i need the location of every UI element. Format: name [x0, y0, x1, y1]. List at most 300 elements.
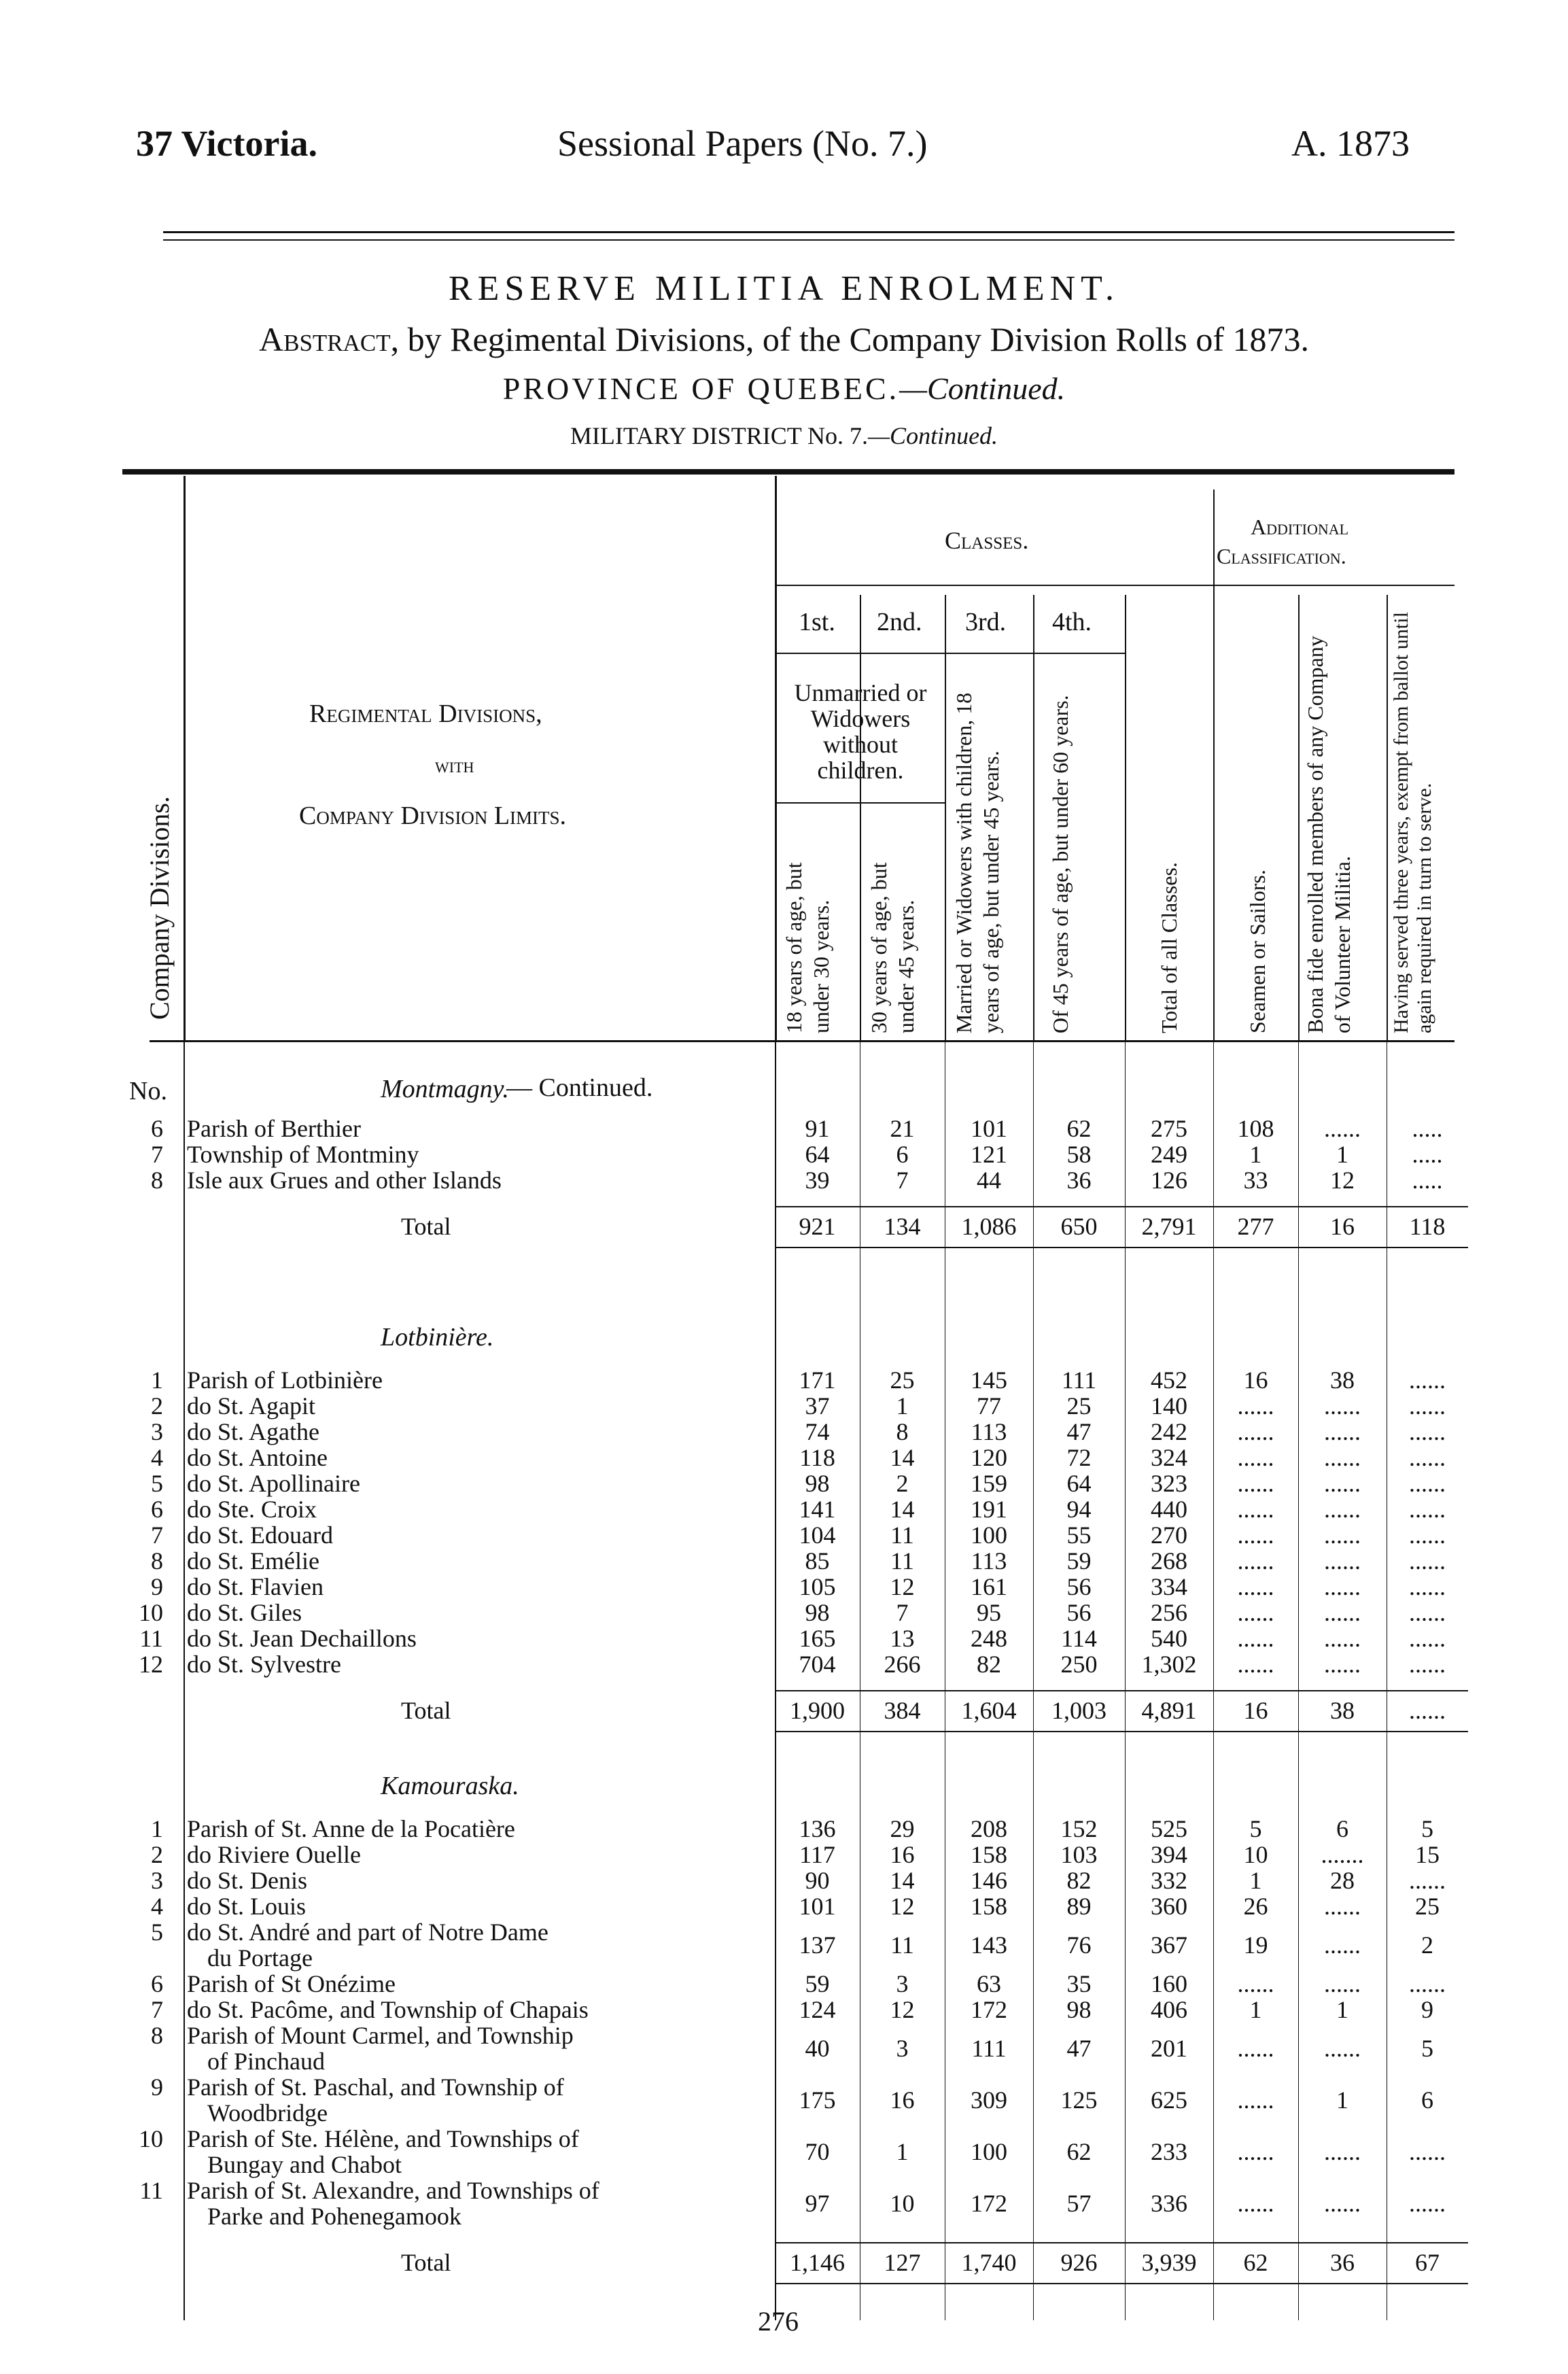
hdr-vline-8: [1298, 595, 1300, 1040]
cell-served: ......: [1409, 1418, 1446, 1445]
cell-c2: 21: [890, 1115, 915, 1142]
cell-c1: 37: [805, 1392, 830, 1420]
cell-c3: 82: [977, 1651, 1001, 1678]
row-number: 8: [151, 1547, 163, 1575]
cell-c1: 1,146: [790, 2249, 845, 2276]
cell-seamen: ......: [1237, 1392, 1274, 1420]
cell-total: 625: [1151, 2086, 1187, 2114]
total-rule: [775, 2242, 1468, 2243]
cell-c4: 64: [1066, 1470, 1092, 1497]
header-left: 37 Victoria.: [136, 123, 317, 164]
cell-bona: ......: [1324, 1496, 1361, 1523]
cell-c4: 103: [1060, 1841, 1098, 1868]
cell-served: ......: [1409, 1970, 1446, 1997]
cell-c4: 47: [1066, 1418, 1092, 1445]
cell-c1: 97: [805, 2190, 830, 2217]
cell-total: 324: [1151, 1444, 1187, 1471]
col-served: Having served three years, exempt from ballot until again required in turn to serve.: [1390, 612, 1435, 1033]
col-additional-2: Classification.: [1217, 544, 1346, 568]
col-regimental-1: Regimental Divisions,: [309, 700, 542, 728]
cell-seamen: 1: [1249, 1996, 1262, 2023]
cell-c1: 74: [805, 1418, 830, 1445]
cell-total: 406: [1151, 1996, 1187, 2023]
hdr-vline-3: [860, 595, 861, 1040]
cell-c1: 90: [805, 1867, 830, 1894]
hdr-hline-ordinals: [775, 653, 1125, 654]
cell-c3: 1,086: [961, 1213, 1017, 1240]
cell-c2: 7: [896, 1599, 909, 1626]
cell-bona: ......: [1324, 1392, 1361, 1420]
cell-c1: 70: [805, 2138, 830, 2165]
row-name: do St. Agathe: [187, 1418, 319, 1445]
row-name: Parish of Berthier: [187, 1115, 361, 1142]
cell-c4: 114: [1061, 1625, 1097, 1652]
col-2nd: 2nd.: [877, 608, 922, 636]
cell-c3: 63: [977, 1970, 1001, 1997]
cell-c3: 248: [971, 1625, 1007, 1652]
district-line: [0, 422, 1568, 450]
cell-c1: 91: [805, 1115, 830, 1142]
cell-seamen: 1: [1249, 1867, 1262, 1894]
cell-served: ......: [1409, 2190, 1446, 2217]
cell-served: ......: [1409, 1444, 1446, 1471]
cell-served: ......: [1409, 1867, 1446, 1894]
cell-c2: 134: [884, 1213, 921, 1240]
hdr-hline-unmarried: [775, 802, 945, 804]
district-text: MILITARY DISTRICT No. 7.: [570, 422, 869, 449]
cell-seamen: ......: [1237, 1521, 1274, 1549]
cell-served: 25: [1415, 1893, 1440, 1920]
row-name: do Ste. Croix: [187, 1496, 317, 1523]
row-number: 1: [151, 1815, 163, 1842]
cell-c1: 105: [799, 1573, 836, 1600]
cell-total: 1,302: [1141, 1651, 1197, 1678]
hdr-vline-4: [945, 595, 946, 1040]
cell-bona: ......: [1324, 1970, 1361, 1997]
cell-bona: ......: [1324, 1115, 1361, 1142]
row-number: 5: [151, 1919, 163, 1946]
cell-c2: 2: [896, 1470, 909, 1497]
row-number: 4: [151, 1893, 163, 1920]
cell-seamen: ......: [1237, 2190, 1274, 2217]
cell-c4: 152: [1060, 1815, 1098, 1842]
cell-served: 67: [1415, 2249, 1440, 2276]
abstract-line: [0, 320, 1568, 359]
main-title: [0, 269, 1568, 309]
cell-seamen: ......: [1237, 1470, 1274, 1497]
province-line: [0, 371, 1568, 407]
cell-total: 367: [1151, 1931, 1187, 1959]
cell-c2: 12: [890, 1996, 915, 2023]
cell-served: ......: [1409, 1599, 1446, 1626]
cell-c2: 11: [890, 1521, 914, 1549]
cell-c3: 191: [971, 1496, 1007, 1523]
cell-c2: 1: [896, 1392, 909, 1420]
cell-c2: 1: [896, 2138, 909, 2165]
cell-c4: 89: [1066, 1893, 1092, 1920]
header-center: Sessional Papers (No. 7.): [557, 123, 928, 164]
cell-seamen: ......: [1237, 1599, 1274, 1626]
cell-seamen: 62: [1243, 2249, 1268, 2276]
cell-c3: 161: [971, 1573, 1007, 1600]
row-name: do St. Antoine: [187, 1444, 328, 1471]
cell-bona: 12: [1330, 1167, 1355, 1194]
page-number: 276: [758, 2306, 799, 2337]
cell-served: 2: [1421, 1931, 1433, 1959]
cell-seamen: ......: [1237, 1418, 1274, 1445]
col-company-divisions: Company Divisions.: [144, 796, 175, 1020]
cell-seamen: 1: [1249, 1141, 1262, 1168]
row-name: Parish of St. Anne de la Pocatière: [187, 1815, 515, 1842]
cell-seamen: 26: [1243, 1893, 1268, 1920]
cell-total: 323: [1151, 1470, 1187, 1497]
cell-seamen: 108: [1237, 1115, 1274, 1142]
cell-bona: 36: [1330, 2249, 1355, 2276]
cell-bona: ......: [1324, 1470, 1361, 1497]
cell-seamen: ......: [1237, 1444, 1274, 1471]
row-name-cont: of Pinchaud: [207, 2048, 325, 2075]
row-name: Township of Montminy: [187, 1141, 419, 1168]
cell-c4: 59: [1066, 1547, 1092, 1575]
cell-c2: 3: [896, 2035, 909, 2062]
cell-c3: 100: [971, 2138, 1007, 2165]
district-cont: —Continued.: [868, 422, 998, 449]
cell-total: 233: [1151, 2138, 1187, 2165]
cell-c3: 143: [971, 1931, 1007, 1959]
cell-c2: 127: [884, 2249, 921, 2276]
province-cont: —Continued.: [899, 371, 1066, 406]
cell-c2: 3: [896, 1970, 909, 1997]
col-18-30: 18 years of age, but under 30 years.: [782, 862, 833, 1033]
cell-seamen: 10: [1243, 1841, 1268, 1868]
cell-c4: 36: [1066, 1167, 1092, 1194]
cell-c2: 11: [890, 1547, 914, 1575]
cell-c4: 82: [1066, 1867, 1092, 1894]
cell-c3: 172: [971, 2190, 1007, 2217]
cell-total: 126: [1151, 1167, 1187, 1194]
cell-served: 9: [1421, 1996, 1433, 2023]
cell-c1: 124: [799, 1996, 836, 2023]
cell-served: ......: [1409, 1496, 1446, 1523]
row-number: 3: [151, 1418, 163, 1445]
cell-total: 242: [1151, 1418, 1187, 1445]
row-number: 3: [151, 1867, 163, 1894]
hdr-vline-6: [1125, 595, 1126, 1040]
cell-seamen: ......: [1237, 2138, 1274, 2165]
cell-bona: ......: [1324, 1625, 1361, 1652]
cell-seamen: ......: [1237, 1547, 1274, 1575]
row-name: Parish of St. Alexandre, and Townships of: [187, 2177, 599, 2204]
header-rule-bottom: [163, 239, 1454, 241]
cell-bona: ......: [1324, 1418, 1361, 1445]
total-rule: [775, 1206, 1468, 1207]
cell-bona: ......: [1324, 1444, 1361, 1471]
cell-c2: 16: [890, 2086, 915, 2114]
row-number: 12: [139, 1651, 163, 1678]
cell-c1: 98: [805, 1599, 830, 1626]
cell-c4: 650: [1060, 1213, 1098, 1240]
cell-served: 6: [1421, 2086, 1433, 2114]
cell-bona: ......: [1324, 1521, 1361, 1549]
cell-c4: 56: [1066, 1573, 1092, 1600]
cell-c2: 25: [890, 1366, 915, 1394]
row-name: do St. Sylvestre: [187, 1651, 342, 1678]
cell-c4: 76: [1066, 1931, 1092, 1959]
col-3rd: 3rd.: [965, 608, 1007, 636]
cell-c2: 14: [890, 1867, 915, 1894]
cell-served: 15: [1415, 1841, 1440, 1868]
cell-c1: 165: [799, 1625, 836, 1652]
cell-seamen: 5: [1249, 1815, 1262, 1842]
cell-total: 201: [1151, 2035, 1187, 2062]
total-label: Total: [401, 1213, 451, 1240]
row-number: 8: [151, 1167, 163, 1194]
cell-served: .....: [1412, 1115, 1443, 1142]
cell-c3: 44: [977, 1167, 1001, 1194]
cell-bona: 28: [1330, 1867, 1355, 1894]
cell-total: 160: [1151, 1970, 1187, 1997]
cell-total: 540: [1151, 1625, 1187, 1652]
row-number: 8: [151, 2022, 163, 2049]
cell-c2: 13: [890, 1625, 915, 1652]
cell-bona: 6: [1336, 1815, 1348, 1842]
cell-c1: 101: [799, 1893, 836, 1920]
col-unmarried: Unmarried or Widowers without children.: [794, 679, 927, 784]
cell-c2: 12: [890, 1893, 915, 1920]
cell-c1: 104: [799, 1521, 836, 1549]
row-number: 6: [151, 1970, 163, 1997]
no-label: No.: [129, 1077, 167, 1105]
cell-c2: 10: [890, 2190, 915, 2217]
row-number: 9: [151, 1573, 163, 1600]
row-name-cont: du Portage: [207, 1944, 313, 1972]
cell-c3: 121: [971, 1141, 1007, 1168]
cell-c4: 56: [1066, 1599, 1092, 1626]
cell-c3: 1,740: [961, 2249, 1017, 2276]
cell-total: 275: [1151, 1115, 1187, 1142]
cell-bona: 16: [1330, 1213, 1355, 1240]
cell-seamen: ......: [1237, 2035, 1274, 2062]
cell-c4: 98: [1066, 1996, 1092, 2023]
row-number: 2: [151, 1841, 163, 1868]
cell-served: ......: [1409, 1573, 1446, 1600]
cell-bona: ......: [1324, 2138, 1361, 2165]
row-name: do St. Emélie: [187, 1547, 319, 1575]
cell-c1: 39: [805, 1167, 830, 1194]
row-number: 2: [151, 1392, 163, 1420]
row-number: 10: [139, 1599, 163, 1626]
row-name: do St. Giles: [187, 1599, 302, 1626]
cell-c3: 113: [971, 1418, 1007, 1445]
cell-total: 525: [1151, 1815, 1187, 1842]
cell-bona: .......: [1321, 1841, 1364, 1868]
row-number: 6: [151, 1115, 163, 1142]
total-rule-bottom: [775, 1731, 1468, 1732]
total-rule: [775, 1690, 1468, 1691]
abstract-rest: by Regimental Divisions, of the Company Division Rolls of 1873.: [407, 320, 1309, 358]
cell-total: 270: [1151, 1521, 1187, 1549]
hdr-vline-7: [1213, 489, 1215, 1040]
hdr-vline-5: [1033, 595, 1034, 1040]
cell-total: 256: [1151, 1599, 1187, 1626]
cell-c1: 59: [805, 1970, 830, 1997]
cell-c4: 94: [1066, 1496, 1092, 1523]
row-name: do St. Apollinaire: [187, 1470, 360, 1497]
cell-served: ......: [1409, 1651, 1446, 1678]
cell-c2: 384: [884, 1697, 921, 1724]
cell-c3: 208: [971, 1815, 1007, 1842]
cell-c2: 16: [890, 1841, 915, 1868]
cell-bona: ......: [1324, 2190, 1361, 2217]
body-vline-a: [184, 1042, 185, 2320]
cell-c2: 14: [890, 1496, 915, 1523]
cell-served: ......: [1409, 1625, 1446, 1652]
cell-c3: 95: [977, 1599, 1001, 1626]
section-title: Kamouraska.: [381, 1772, 519, 1800]
cell-c4: 55: [1066, 1521, 1092, 1549]
cell-seamen: ......: [1237, 1496, 1274, 1523]
cell-c1: 85: [805, 1547, 830, 1575]
cell-seamen: 277: [1237, 1213, 1274, 1240]
cell-c1: 118: [799, 1444, 835, 1471]
cell-c1: 1,900: [790, 1697, 845, 1724]
col-total-all: Total of all Classes.: [1157, 862, 1181, 1033]
cell-total: 3,939: [1141, 2249, 1197, 2276]
cell-c4: 57: [1066, 2190, 1092, 2217]
cell-c4: 111: [1061, 1366, 1097, 1394]
row-name: Parish of St. Paschal, and Township of: [187, 2074, 564, 2101]
cell-bona: ......: [1324, 1547, 1361, 1575]
cell-c3: 159: [971, 1470, 1007, 1497]
cell-c1: 921: [799, 1213, 836, 1240]
table-top-rule: [122, 469, 1454, 475]
cell-total: 334: [1151, 1573, 1187, 1600]
col-additional-1: Additional: [1251, 515, 1349, 539]
header-rule-top: [163, 231, 1454, 233]
cell-c4: 926: [1060, 2249, 1098, 2276]
cell-c3: 111: [971, 2035, 1007, 2062]
cell-served: 118: [1409, 1213, 1446, 1240]
cell-served: ......: [1409, 1366, 1446, 1394]
cell-c3: 120: [971, 1444, 1007, 1471]
row-name-cont: Parke and Pohenegamook: [207, 2203, 461, 2230]
row-number: 7: [151, 1521, 163, 1549]
row-number: 4: [151, 1444, 163, 1471]
cell-c4: 47: [1066, 2035, 1092, 2062]
cell-c2: 6: [896, 1141, 909, 1168]
cell-c1: 117: [799, 1841, 835, 1868]
cell-c3: 100: [971, 1521, 1007, 1549]
cell-bona: 38: [1330, 1366, 1355, 1394]
cell-total: 360: [1151, 1893, 1187, 1920]
row-number: 11: [139, 2177, 163, 2204]
row-number: 9: [151, 2074, 163, 2101]
cell-c3: 309: [971, 2086, 1007, 2114]
cell-c1: 141: [799, 1496, 836, 1523]
row-name: Parish of Mount Carmel, and Township: [187, 2022, 574, 2049]
cell-served: .....: [1412, 1167, 1443, 1194]
row-number: 7: [151, 1141, 163, 1168]
row-name: do St. Pacôme, and Township of Chapais: [187, 1996, 589, 2023]
cell-total: 440: [1151, 1496, 1187, 1523]
cell-c1: 171: [799, 1366, 836, 1394]
cell-c1: 137: [799, 1931, 836, 1959]
hdr-vline-1: [184, 476, 186, 1040]
hdr-hline-bottom: [150, 1040, 1454, 1042]
cell-c3: 172: [971, 1996, 1007, 2023]
row-name: do Riviere Ouelle: [187, 1841, 361, 1868]
cell-seamen: ......: [1237, 1651, 1274, 1678]
cell-seamen: ......: [1237, 1573, 1274, 1600]
cell-served: ......: [1409, 1697, 1446, 1724]
row-name: do St. Jean Dechaillons: [187, 1625, 417, 1652]
cell-c2: 29: [890, 1815, 915, 1842]
col-regimental-2: with: [435, 753, 474, 777]
cell-total: 336: [1151, 2190, 1187, 2217]
row-name: Isle aux Grues and other Islands: [187, 1167, 502, 1194]
province-text: PROVINCE OF QUEBEC.: [502, 371, 900, 406]
section-title: Montmagny.: [381, 1075, 509, 1103]
hdr-vline-9: [1387, 595, 1388, 1040]
cell-bona: ......: [1324, 1893, 1361, 1920]
row-number: 10: [139, 2125, 163, 2152]
cell-total: 394: [1151, 1841, 1187, 1868]
cell-total: 452: [1151, 1366, 1187, 1394]
cell-total: 268: [1151, 1547, 1187, 1575]
cell-served: ......: [1409, 1470, 1446, 1497]
row-name: do St. Agapit: [187, 1392, 316, 1420]
cell-c2: 8: [896, 1418, 909, 1445]
row-name: do St. Edouard: [187, 1521, 333, 1549]
cell-c3: 77: [977, 1392, 1001, 1420]
cell-seamen: 19: [1243, 1931, 1268, 1959]
cell-c2: 7: [896, 1167, 909, 1194]
cell-total: 2,791: [1141, 1213, 1197, 1240]
cell-bona: 38: [1330, 1697, 1355, 1724]
hdr-hline-classes: [775, 585, 1454, 586]
row-name-cont: Bungay and Chabot: [207, 2151, 402, 2178]
cell-c3: 1,604: [961, 1697, 1017, 1724]
total-rule-bottom: [775, 1247, 1468, 1248]
cell-c3: 113: [971, 1547, 1007, 1575]
cell-c4: 58: [1066, 1141, 1092, 1168]
cell-c3: 101: [971, 1115, 1007, 1142]
main-title-text: RESERVE MILITIA ENROLMENT.: [448, 269, 1120, 308]
cell-c1: 98: [805, 1470, 830, 1497]
col-married: Married or Widowers with children, 18 years of age, but under 45 years.: [952, 692, 1003, 1033]
cell-c3: 158: [971, 1841, 1007, 1868]
row-number: 11: [139, 1625, 163, 1652]
cell-c2: 266: [884, 1651, 921, 1678]
section-title-suffix: — Continued.: [506, 1073, 653, 1102]
cell-served: ......: [1409, 2138, 1446, 2165]
cell-bona: ......: [1324, 2035, 1361, 2062]
cell-seamen: 33: [1243, 1167, 1268, 1194]
row-name: Parish of St Onézime: [187, 1970, 396, 1997]
row-number: 6: [151, 1496, 163, 1523]
cell-c2: 12: [890, 1573, 915, 1600]
cell-seamen: ......: [1237, 1625, 1274, 1652]
cell-total: 249: [1151, 1141, 1187, 1168]
cell-c4: 62: [1066, 1115, 1092, 1142]
cell-bona: 1: [1336, 1996, 1348, 2023]
col-regimental-3: Company Division Limits.: [299, 802, 567, 830]
cell-served: .....: [1412, 1141, 1443, 1168]
col-1st: 1st.: [799, 608, 835, 636]
row-name-cont: Woodbridge: [207, 2099, 328, 2127]
col-seamen: Seamen or Sailors.: [1245, 870, 1270, 1033]
hdr-vline-2: [775, 476, 777, 1040]
